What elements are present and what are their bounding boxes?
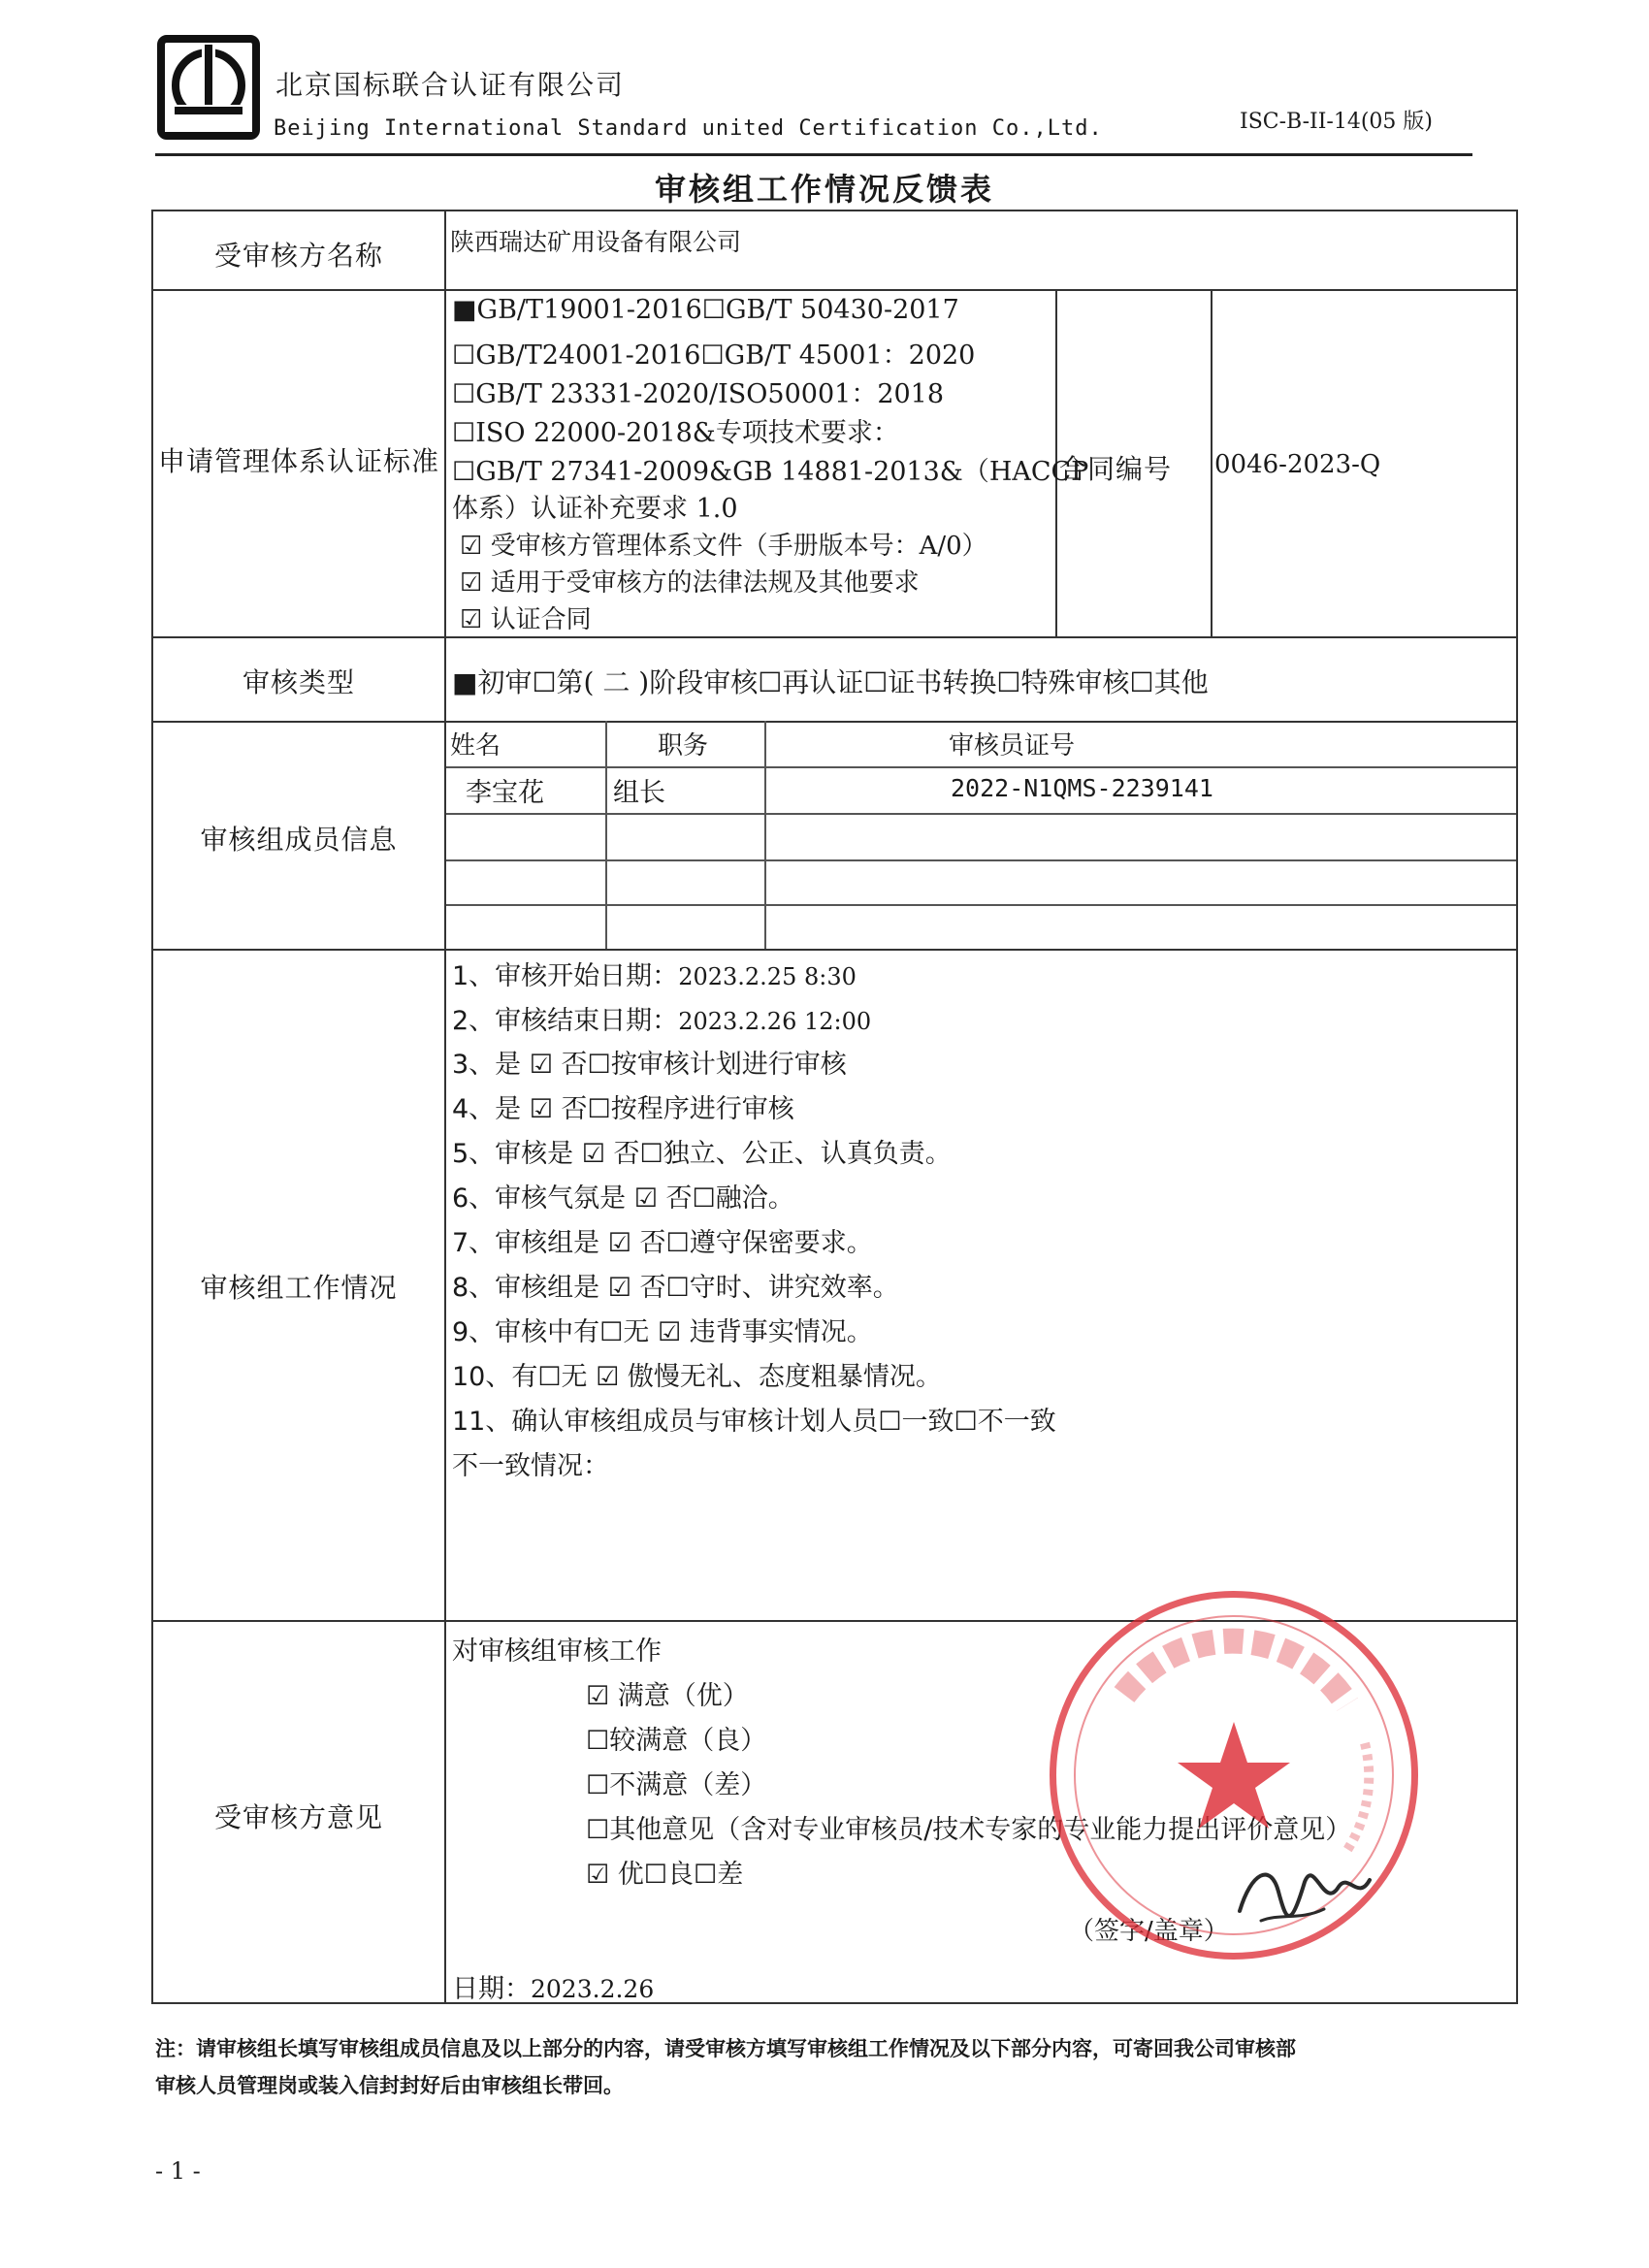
team-header-name: 姓名 xyxy=(450,731,501,761)
opinion-option: ☐较满意（良） xyxy=(586,1726,767,1756)
work-item: 不一致情况： xyxy=(452,1451,609,1481)
row-divider xyxy=(153,949,1516,951)
standard-line: ☐GB/T 27341-2009&GB 14881-2013&（HACCP xyxy=(452,457,1089,487)
audit-start-date: 2023.2.25 8:30 xyxy=(678,963,857,990)
work-item: 8、审核组是 ☑ 否☐守时、讲究效率。 xyxy=(452,1273,899,1303)
standard-line: ☑ 受审核方管理体系文件（手册版本号：A/0） xyxy=(460,532,987,561)
work-item: 9、审核中有☐无 ☑ 违背事实情况。 xyxy=(452,1317,873,1347)
opinion-date: 2023.2.26 xyxy=(531,1975,655,2003)
team-column-divider xyxy=(764,721,766,949)
row-divider xyxy=(153,289,1516,291)
work-label: 审核组工作情况 xyxy=(200,1272,398,1304)
work-item: 10、有☐无 ☑ 傲慢无礼、态度粗暴情况。 xyxy=(452,1362,942,1392)
standard-line: 体系）认证补充要求 1.0 xyxy=(452,494,738,524)
work-item: 5、审核是 ☑ 否☐独立、公正、认真负责。 xyxy=(452,1139,952,1169)
isc-logo-icon xyxy=(157,35,260,140)
contract-label: 合同编号 xyxy=(1059,453,1173,485)
work-item: 1、审核开始日期：2023.2.25 8:30 xyxy=(452,961,857,991)
form-code: ISC-B-II-14(05 版) xyxy=(1240,110,1433,134)
client-name: 陕西瑞达矿用设备有限公司 xyxy=(450,228,742,256)
team-member-name: 李宝花 xyxy=(466,778,544,808)
opinion-intro: 对审核组审核工作 xyxy=(452,1636,662,1667)
standard-line: ☐GB/T24001-2016☐GB/T 45001：2020 xyxy=(452,340,976,371)
audit-type-label: 审核类型 xyxy=(242,666,355,698)
work-item: 11、确认审核组成员与审核计划人员☐一致☐不一致 xyxy=(452,1407,1056,1437)
standard-line: ☑ 认证合同 xyxy=(460,605,592,634)
opinion-option: ☐其他意见（含对专业审核员/技术专家的专业能力提出评价意见） xyxy=(586,1815,1352,1845)
footer-note: 审核人员管理岗或装入信封封好后由审核组长带回。 xyxy=(155,2074,624,2097)
opinion-option: ☐不满意（差） xyxy=(586,1770,767,1800)
standard-line: ■GB/T19001-2016☐GB/T 50430-2017 xyxy=(452,295,959,325)
opinion-option: ☑ 满意（优） xyxy=(586,1681,749,1711)
work-item: 3、是 ☑ 否☐按审核计划进行审核 xyxy=(452,1050,847,1080)
team-header-role: 职务 xyxy=(658,731,709,761)
client-label: 受审核方名称 xyxy=(213,240,383,272)
team-member-cert: 2022-N1QMS-2239141 xyxy=(951,774,1213,802)
team-label: 审核组成员信息 xyxy=(200,824,398,856)
work-item: 4、是 ☑ 否☐按程序进行审核 xyxy=(452,1094,794,1124)
standards-label: 申请管理体系认证标准 xyxy=(157,445,439,477)
row-divider xyxy=(153,636,1516,638)
standard-line: ☐GB/T 23331-2020/ISO50001：2018 xyxy=(452,379,945,409)
team-header-cert: 审核员证号 xyxy=(949,731,1076,761)
audit-type-value: ■初审☐第( 二 )阶段审核☐再认证☐证书转换☐特殊审核☐其他 xyxy=(452,666,1209,698)
sign-label: （签字/盖章） xyxy=(1069,1917,1229,1946)
row-divider xyxy=(153,721,1516,723)
standard-line: ☑ 适用于受审核方的法律法规及其他要求 xyxy=(460,568,920,598)
team-member-role: 组长 xyxy=(613,778,665,808)
audit-end-date: 2023.2.26 12:00 xyxy=(678,1008,872,1035)
company-name-en: Beijing International Standard united Certification Co.,Ltd. xyxy=(274,116,1103,141)
page-number: - 1 - xyxy=(155,2157,201,2185)
footer-note: 注：请审核组长填写审核组成员信息及以上部分的内容，请受审核方填写审核组工作情况及以下部分内容，可寄回我公司审核部 xyxy=(155,2037,1296,2060)
form-title: 审核组工作情况反馈表 xyxy=(654,171,994,208)
company-name-cn: 北京国标联合认证有限公司 xyxy=(275,69,626,101)
work-item: 6、审核气氛是 ☑ 否☐融洽。 xyxy=(452,1183,794,1214)
opinion-option: ☑ 优☐良☐差 xyxy=(586,1860,744,1890)
header-divider xyxy=(155,153,1472,156)
date-field: 日期：2023.2.26 xyxy=(452,1974,655,2004)
work-item: 7、审核组是 ☑ 否☐遵守保密要求。 xyxy=(452,1228,873,1258)
standard-line: ☐ISO 22000-2018&专项技术要求： xyxy=(452,418,899,448)
contract-number: 0046-2023-Q xyxy=(1214,450,1381,479)
label-column-divider xyxy=(444,211,446,2002)
opinion-label: 受审核方意见 xyxy=(213,1801,383,1833)
contract-column-divider xyxy=(1211,289,1212,636)
team-column-divider xyxy=(605,721,607,949)
signature-icon xyxy=(1232,1853,1377,1944)
work-item: 2、审核结束日期：2023.2.26 12:00 xyxy=(452,1006,872,1036)
